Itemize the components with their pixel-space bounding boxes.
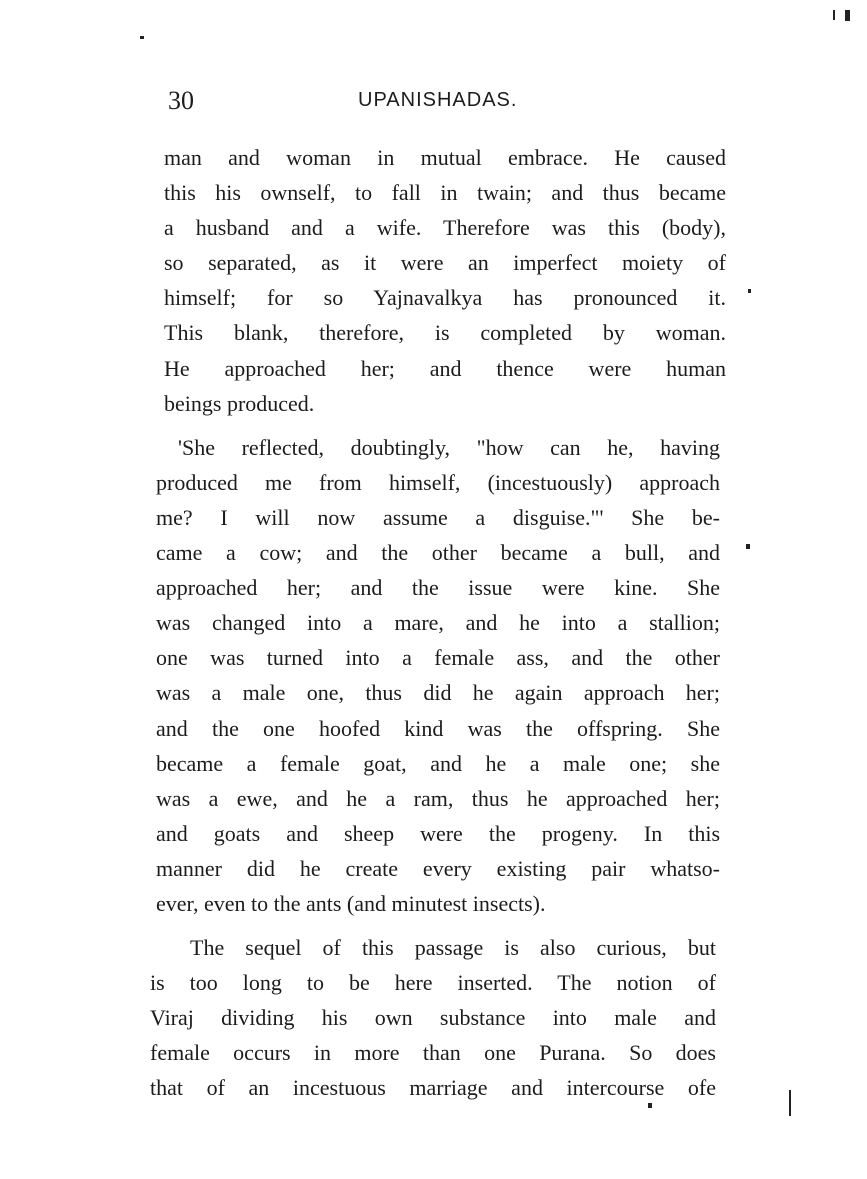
text-line: became a female goat, and he a male one; she	[156, 750, 720, 776]
text-line: and the one hoofed kind was the offspring. She	[156, 715, 720, 741]
scan-speck	[648, 1103, 652, 1108]
text-line: was changed into a mare, and he into a stallion;	[156, 610, 720, 636]
scan-speck	[748, 289, 751, 293]
scan-speck	[140, 36, 144, 39]
page-header	[168, 86, 728, 120]
running-head: UPANISHADAS.	[358, 89, 518, 111]
text-line: beings produced.	[164, 390, 315, 416]
text-line: produced me from himself, (incestuously) approach	[156, 469, 720, 495]
text-line: a husband and a wife. Therefore was this (body),	[164, 215, 726, 241]
text-line: that of an incestuous marriage and intercourse ofe	[150, 1075, 716, 1101]
text-line: The sequel of this passage is also curious, but	[190, 935, 716, 961]
paragraph-1	[150, 140, 730, 421]
text-line: himself; for so Yajnavalkya has pronounced it.	[164, 285, 726, 311]
text-line: female occurs in more than one Purana. So does	[150, 1040, 716, 1066]
text-line: was a ewe, and he a ram, thus he approached her;	[156, 785, 720, 811]
text-line: Viraj dividing his own substance into male and	[150, 1005, 716, 1031]
text-line: He approached her; and thence were human	[164, 355, 726, 381]
text-line: ever, even to the ants (and minutest insects).	[156, 890, 546, 916]
text-line: manner did he create every existing pair whatso-	[156, 855, 720, 881]
text-line: is too long to be here inserted. The notion of	[150, 970, 716, 996]
scan-edge-line	[789, 1090, 791, 1116]
paragraph-2	[150, 430, 730, 921]
scan-speck	[833, 10, 835, 20]
scan-speck	[746, 544, 750, 549]
text-line: me? I will now assume a disguise."' She be-	[156, 504, 720, 530]
page-number: 30	[168, 86, 194, 115]
text-line: one was turned into a female ass, and the other	[156, 645, 720, 671]
body-text	[150, 140, 730, 1106]
text-line: came a cow; and the other became a bull, and	[156, 540, 720, 566]
text-line: was a male one, thus did he again approach her;	[156, 680, 720, 706]
text-line: 'She reflected, doubtingly, "how can he, having	[178, 434, 720, 460]
text-line: this his ownself, to fall in twain; and thus became	[164, 180, 726, 206]
paragraph-3	[150, 930, 730, 1105]
text-line: so separated, as it were an imperfect moiety of	[164, 250, 726, 276]
scan-speck	[845, 10, 850, 21]
text-line: and goats and sheep were the progeny. In this	[156, 820, 720, 846]
text-line: approached her; and the issue were kine. She	[156, 575, 720, 601]
text-line: This blank, therefore, is completed by woman.	[164, 320, 726, 346]
text-line: man and woman in mutual embrace. He caused	[164, 145, 726, 170]
